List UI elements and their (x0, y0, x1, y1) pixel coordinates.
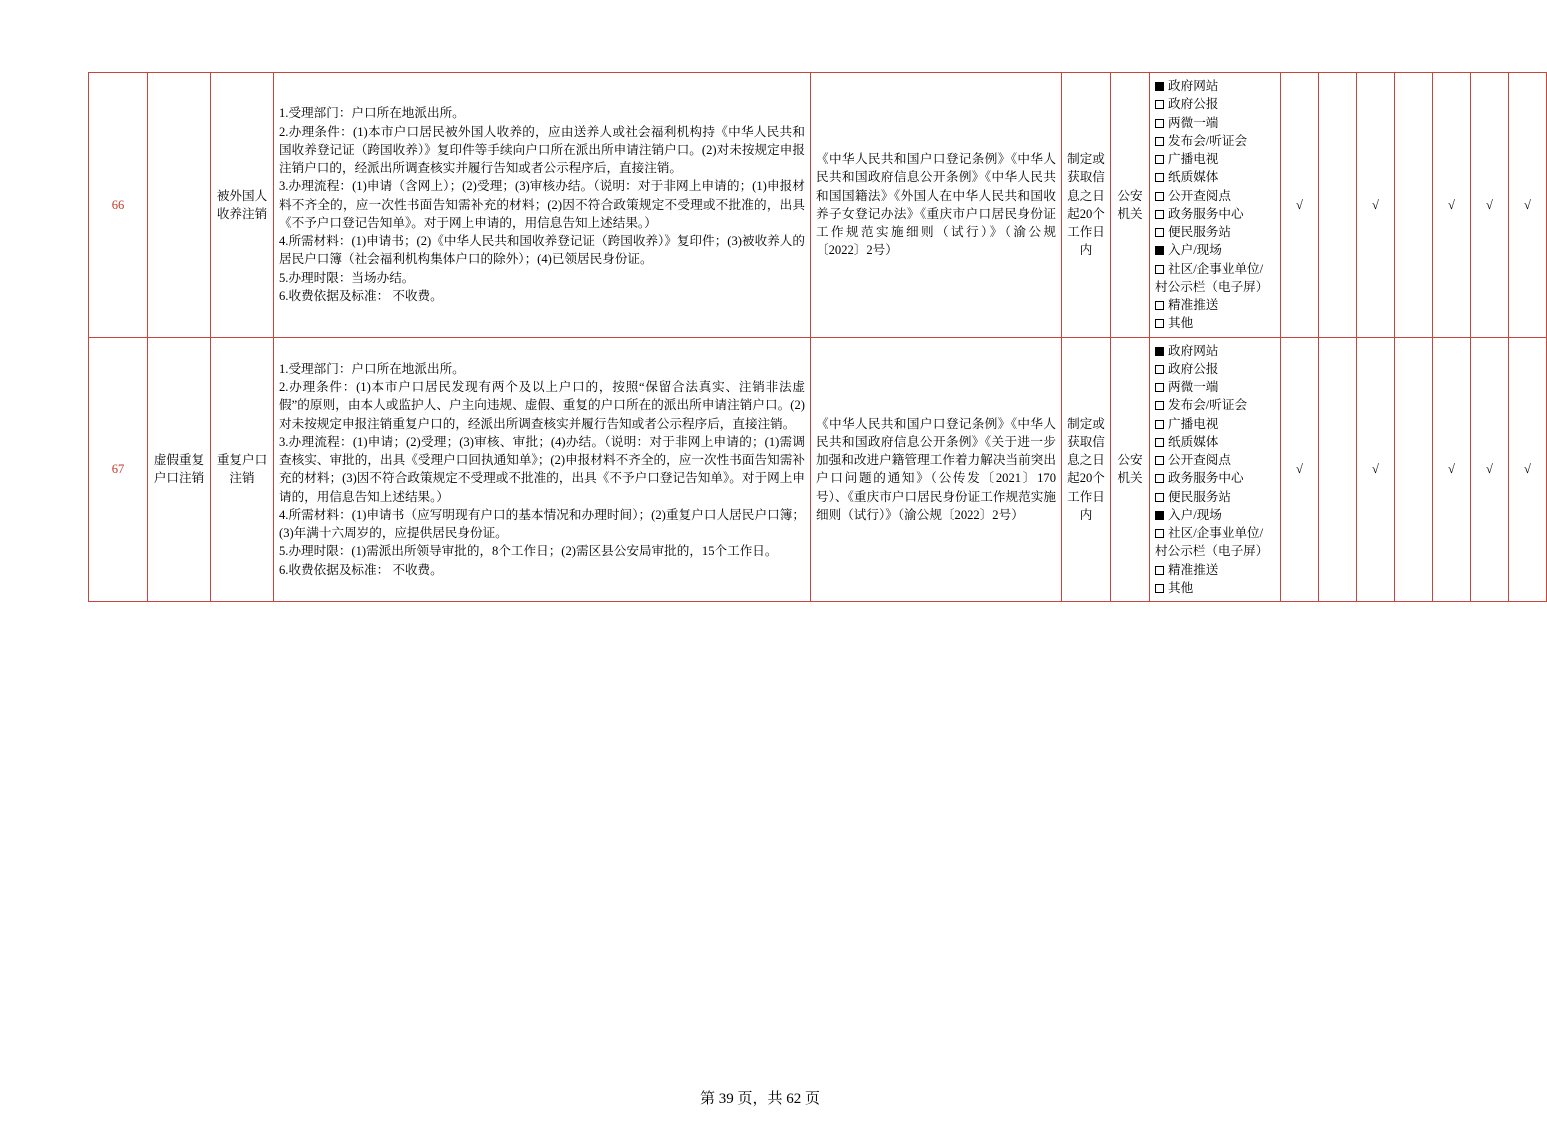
row-number: 66 (89, 73, 148, 338)
channel-option[interactable] (1155, 579, 1275, 597)
content-line: 5.办理时限：(1)需派出所领导审批的，8个工作日；(2)需区县公安局审批的，15个工作日。 (279, 544, 778, 559)
channel-label: 政府网站 (1168, 343, 1219, 358)
channel-option[interactable] (1155, 451, 1275, 469)
channel-option[interactable] (1155, 187, 1275, 205)
channel-option[interactable] (1155, 415, 1275, 433)
document-page (0, 72, 1531, 1146)
channel-label: 其他 (1168, 316, 1194, 331)
channel-option[interactable] (1155, 150, 1275, 168)
channel-label: 公开查阅点 (1168, 188, 1231, 203)
tick-cell: √ (1471, 337, 1509, 602)
channel-label: 两微一端 (1168, 380, 1219, 394)
row-department: 公安机关 (1111, 73, 1150, 338)
checkbox-checked-icon[interactable] (1155, 82, 1164, 91)
channel-option[interactable] (1155, 77, 1275, 95)
checkbox-icon[interactable] (1155, 210, 1164, 219)
row-legal-basis: 《中华人民共和国户口登记条例》《中华人民共和国政府信息公开条例》《中华人民共和国国籍法》《外国人在中华人民共和国收养子女登记办法》《重庆市户口居民身份证工作规范实施细则（试行）》（渝公规〔2022〕2号） (811, 73, 1062, 338)
channel-option[interactable] (1155, 95, 1275, 113)
checkbox-icon[interactable] (1155, 420, 1164, 429)
content-line: 4.所需材料：(1)申请书；(2)《中华人民共和国收养登记证（跨国收养）》复印件；(3)被收养人的居民户口簿（社会福利机构集体户口的除外）；(4)已领居民身份证。 (279, 234, 805, 267)
content-line: 2.办理条件：(1)本市户口居民被外国人收养的，应由送养人或社会福利机构持《中华人民共和国收养登记证（跨国收养）》复印件等手续向户口所在派出所申请注销户口。(2)对未按规定申报注销户口的，经派出所调查核实并履行告知或者公示程序后，直接注销。 (279, 124, 805, 176)
checkbox-icon[interactable] (1155, 100, 1164, 109)
row-category (148, 73, 211, 338)
channel-label: 发布会/听证会 (1168, 398, 1248, 413)
channel-option[interactable] (1155, 132, 1275, 150)
tick-cell: √ (1281, 73, 1319, 338)
channel-option[interactable] (1155, 396, 1275, 414)
row-channels (1150, 73, 1281, 338)
checkbox-icon[interactable] (1155, 119, 1164, 128)
checkbox-icon[interactable] (1155, 155, 1164, 164)
checkbox-icon[interactable] (1155, 173, 1164, 182)
channel-label: 社区/企事业单位/村公示栏（电子屏） (1155, 526, 1269, 559)
checkbox-icon[interactable] (1155, 301, 1164, 310)
channel-label: 精准推送 (1168, 562, 1219, 577)
channel-option[interactable] (1155, 360, 1275, 378)
channel-option[interactable] (1155, 378, 1275, 396)
tick-cell: √ (1509, 73, 1547, 338)
content-line: 1.受理部门：户口所在地派出所。 (279, 106, 465, 121)
table-row (89, 337, 1547, 602)
channel-label: 两微一端 (1168, 115, 1219, 130)
table-body (89, 73, 1547, 602)
channel-option[interactable] (1155, 469, 1275, 487)
channel-option[interactable] (1155, 241, 1275, 259)
row-item-name: 被外国人收养注销 (211, 73, 274, 338)
public-info-table (88, 72, 1547, 602)
content-line: 6.收费依据及标准： 不收费。 (279, 562, 443, 577)
row-content (274, 337, 811, 602)
content-line: 6.收费依据及标准： 不收费。 (279, 288, 443, 303)
channel-label: 社区/企事业单位/村公示栏（电子屏） (1155, 261, 1269, 294)
tick-cell: √ (1433, 73, 1471, 338)
channel-option[interactable] (1155, 296, 1275, 314)
tick-cell (1395, 73, 1433, 338)
row-legal-basis: 《中华人民共和国户口登记条例》《中华人民共和国政府信息公开条例》《关于进一步加强和改进户籍管理工作着力解决当前突出户口问题的通知》（公传发〔2021〕170号）、《重庆市户口居民身份证工作规范实施细则（试行）》（渝公规〔2022〕2号） (811, 337, 1062, 602)
channel-label: 入户/现场 (1168, 243, 1222, 258)
checkbox-icon[interactable] (1155, 137, 1164, 146)
channel-option[interactable] (1155, 342, 1275, 360)
channel-option[interactable] (1155, 168, 1275, 186)
checkbox-icon[interactable] (1155, 401, 1164, 410)
checkbox-icon[interactable] (1155, 365, 1164, 374)
channel-label: 政府网站 (1168, 79, 1219, 93)
channel-option[interactable] (1155, 506, 1275, 524)
channel-option[interactable] (1155, 114, 1275, 132)
row-item-name: 重复户口注销 (211, 337, 274, 602)
tick-cell (1319, 337, 1357, 602)
channel-label: 纸质媒体 (1168, 170, 1219, 185)
channel-option[interactable] (1155, 223, 1275, 241)
channel-label: 发布会/听证会 (1168, 133, 1248, 148)
channel-label: 公开查阅点 (1168, 453, 1231, 467)
row-number: 67 (89, 337, 148, 602)
checkbox-checked-icon[interactable] (1155, 511, 1164, 520)
channel-label: 政府公报 (1168, 97, 1219, 112)
tick-cell (1319, 73, 1357, 338)
checkbox-checked-icon[interactable] (1155, 347, 1164, 356)
checkbox-icon[interactable] (1155, 265, 1164, 274)
channel-option[interactable] (1155, 433, 1275, 451)
content-line: 1.受理部门：户口所在地派出所。 (279, 361, 465, 376)
row-channels (1150, 337, 1281, 602)
channel-option[interactable] (1155, 561, 1275, 579)
row-time-limit: 制定或获取信息之日起20个工作日内 (1062, 73, 1111, 338)
checkbox-checked-icon[interactable] (1155, 246, 1164, 255)
channel-label: 便民服务站 (1168, 225, 1231, 239)
channel-label: 政务服务中心 (1168, 471, 1244, 486)
channel-label: 广播电视 (1168, 152, 1219, 166)
tick-cell (1395, 337, 1433, 602)
content-line: 2.办理条件：(1)本市户口居民发现有两个及以上户口的，按照“保留合法真实、注销非法虚假”的原则，由本人或监护人、户主向违规、虚假、重复的户口所在的派出所申请注销户口。(2)对未按规定申报注销重复户口的，经派出所调查核实并履行告知或者公示程序后，直接注销。 (279, 380, 805, 431)
channel-label: 广播电视 (1168, 416, 1219, 431)
checkbox-icon[interactable] (1155, 192, 1164, 201)
content-line: 3.办理流程：(1)申请；(2)受理；(3)审核、审批；(4)办结。（说明：对于非网上申请的；(1)需调查核实、审批的，出具《受理户口回执通知单》；(2)申报材料不齐全的，应一次性书面告知需补充的材料；(3)因不符合政策规定不受理或不批准的，出具《不予户口登记告知单》。对于网上申请的，用信息告知上述结果。） (279, 434, 805, 504)
channel-label: 其他 (1168, 580, 1194, 595)
content-line: 3.办理流程：(1)申请（含网上）；(2)受理；(3)审核办结。（说明：对于非网上申请的；(1)申报材料不齐全的，应一次性书面告知需补充的材料；(2)因不符合政策规定不受理或不批准的，出具《不予户口登记告知单》。对于网上申请的，用信息告知上述结果。） (279, 179, 805, 230)
row-time-limit: 制定或获取信息之日起20个工作日内 (1062, 337, 1111, 602)
checkbox-icon[interactable] (1155, 383, 1164, 392)
channel-option[interactable] (1155, 488, 1275, 506)
channel-label: 政务服务中心 (1168, 206, 1244, 221)
channel-label: 入户/现场 (1168, 507, 1222, 522)
tick-cell: √ (1433, 337, 1471, 602)
content-line: 4.所需材料：(1)申请书（应写明现有户口的基本情况和办理时间）；(2)重复户口人居民户口簿；(3)年满十六周岁的，应提供居民身份证。 (279, 507, 805, 540)
channel-label: 政府公报 (1168, 361, 1219, 376)
checkbox-icon[interactable] (1155, 228, 1164, 237)
tick-cell: √ (1357, 73, 1395, 338)
checkbox-icon[interactable] (1155, 493, 1164, 502)
channel-option[interactable] (1155, 314, 1275, 332)
row-department: 公安机关 (1111, 337, 1150, 602)
channel-label: 便民服务站 (1168, 489, 1231, 504)
channel-option[interactable] (1155, 524, 1275, 561)
checkbox-icon[interactable] (1155, 584, 1164, 593)
row-category: 虚假重复户口注销 (148, 337, 211, 602)
tick-cell: √ (1357, 337, 1395, 602)
checkbox-icon[interactable] (1155, 438, 1164, 447)
tick-cell: √ (1281, 337, 1319, 602)
table-row (89, 73, 1547, 338)
channel-label: 纸质媒体 (1168, 434, 1219, 449)
checkbox-icon[interactable] (1155, 319, 1164, 328)
channel-label: 精准推送 (1168, 298, 1219, 312)
content-line: 5.办理时限：当场办结。 (279, 270, 415, 285)
checkbox-icon[interactable] (1155, 474, 1164, 483)
tick-cell: √ (1509, 337, 1547, 602)
row-content (274, 73, 811, 338)
checkbox-icon[interactable] (1155, 566, 1164, 575)
page-footer: 第 39 页，共 62 页 (699, 1091, 820, 1107)
tick-cell: √ (1471, 73, 1509, 338)
checkbox-icon[interactable] (1155, 456, 1164, 465)
channel-option[interactable] (1155, 205, 1275, 223)
checkbox-icon[interactable] (1155, 529, 1164, 538)
channel-option[interactable] (1155, 260, 1275, 297)
